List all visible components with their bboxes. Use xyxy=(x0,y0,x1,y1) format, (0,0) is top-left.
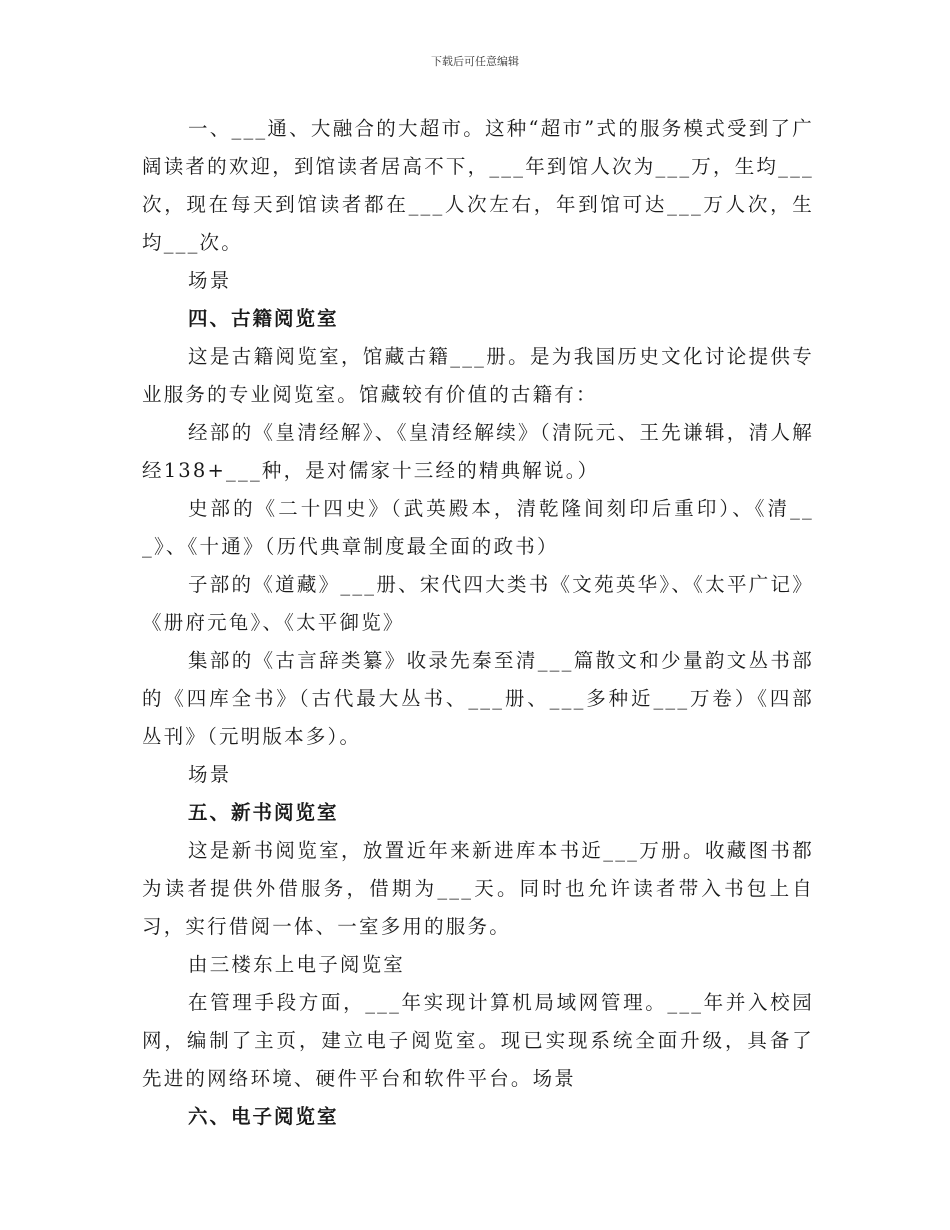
paragraph-jing-section: 经部的《皇清经解》、《皇清经解续》（清阮元、王先谦辑，清人解经138+___种，是对儒家十三经的精典解说。） xyxy=(142,421,814,482)
document-body xyxy=(142,110,814,1136)
heading-new-books-room: 五、新书阅览室 xyxy=(188,801,339,824)
paragraph-management: 在管理手段方面，___年实现计算机局域网管理。___年并入校园网，编制了主页，建立电子阅览室。现已实现系统全面升级，具备了先进的网络环境、硬件平台和软件平台。场景 xyxy=(142,991,814,1090)
paragraph-library-supermarket: 一、___通、大融合的大超市。这种“超市”式的服务模式受到了广阔读者的欢迎，到馆读者居高不下，___年到馆人次为___万，生均___次，现在每天到馆读者都在___人次左右，年到馆可达___万人次，生均___次。 xyxy=(142,117,814,254)
heading-ancient-books-room: 四、古籍阅览室 xyxy=(188,307,339,330)
heading-e-reading-room: 六、电子阅览室 xyxy=(188,1105,339,1128)
paragraph-scene-1: 场景 xyxy=(188,269,232,292)
paragraph-zi-section: 子部的《道藏》___册、宋代四大类书《文苑英华》、《太平广记》《册府元龟》、《太平御览》 xyxy=(142,573,814,634)
page-header: 下载后可任意编辑 xyxy=(431,55,519,68)
paragraph-ji-section: 集部的《古言辞类纂》收录先秦至清___篇散文和少量韵文丛书部的《四库全书》（古代最大丛书、___册、___多种近___万卷）《四部丛刊》（元明版本多）。 xyxy=(142,649,814,748)
paragraph-to-e-reading-room: 由三楼东上电子阅览室 xyxy=(188,953,406,976)
paragraph-ancient-books-intro: 这是古籍阅览室，馆藏古籍___册。是为我国历史文化讨论提供专业服务的专业阅览室。馆藏较有价值的古籍有： xyxy=(142,345,814,406)
paragraph-scene-2: 场景 xyxy=(188,763,232,786)
paragraph-shi-section: 史部的《二十四史》（武英殿本，清乾隆间刻印后重印）、《清___》、《十通》（历代典章制度最全面的政书） xyxy=(142,497,814,558)
paragraph-new-books-intro: 这是新书阅览室，放置近年来新进库本书近___万册。收藏图书都为读者提供外借服务，借期为___天。同时也允许读者带入书包上自习，实行借阅一体、一室多用的服务。 xyxy=(142,839,814,938)
